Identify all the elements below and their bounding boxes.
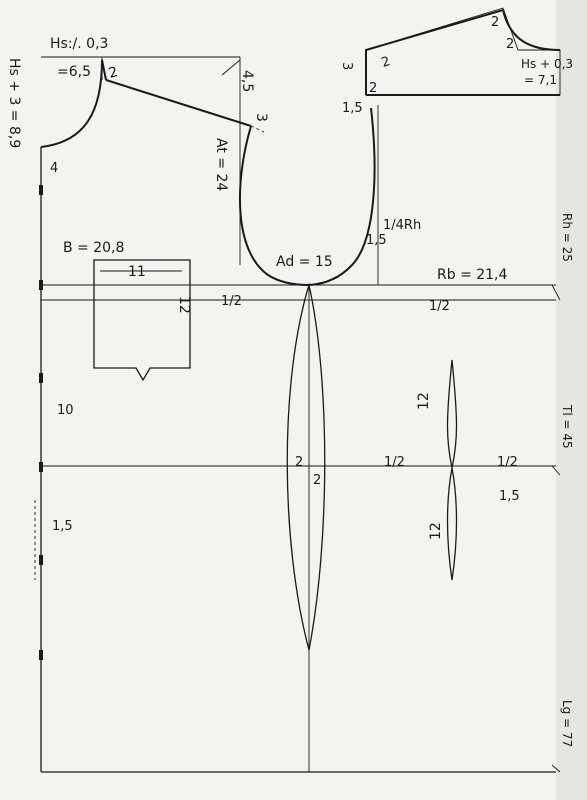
bust-label: B = 20,8	[63, 240, 125, 256]
back-shoulder	[366, 10, 503, 95]
cf-10-label: 10	[57, 403, 74, 418]
front-dart	[287, 285, 325, 650]
cf-marker-6	[39, 650, 43, 660]
cf-marker-1	[39, 185, 43, 195]
shoulder-drop-label: 4,5	[239, 70, 255, 93]
shoulder-3-label: 3	[253, 113, 269, 122]
lg-label: Lg = 77	[560, 700, 574, 748]
cf-marker-5	[39, 555, 43, 565]
neck-width-value-label: =6,5	[57, 64, 91, 80]
dart-2a-label: 2	[295, 455, 304, 470]
front-bodice	[35, 57, 556, 772]
dimension-labels	[6, 15, 574, 747]
cf-marker-4	[39, 462, 43, 472]
shoulder-ext	[222, 60, 240, 75]
shoulder-dash	[251, 126, 264, 132]
back-dart-lower	[448, 468, 457, 580]
cf-marker-2	[39, 280, 43, 290]
rh-label: Rh = 25	[560, 213, 574, 262]
pocket-width-label: 11	[128, 264, 146, 280]
shoulder-2-label: 2	[106, 64, 120, 82]
pocket-depth-label: 12	[176, 296, 192, 314]
neck-depth-label: Hs + 3 = 8,9	[6, 58, 22, 149]
tl-label: Tl = 45	[560, 405, 574, 449]
back-neck-formula-label: Hs + 0,3	[521, 57, 574, 71]
waist-half-right-label: 1/2	[497, 455, 518, 470]
back-dart-bottom-label: 12	[428, 522, 444, 540]
back-15-label: 1,5	[366, 233, 387, 248]
back-neck-2d-label: 2	[506, 37, 515, 52]
back-dart	[448, 360, 457, 468]
cf-15-label: 1,5	[52, 519, 73, 534]
back-neck-2b-label: 2	[369, 81, 378, 96]
back-neck-3-label: 3	[339, 62, 354, 71]
back-dart-top-label: 12	[416, 392, 432, 410]
cf-marker-3	[39, 373, 43, 383]
back-neck-2c-label: 2	[491, 15, 500, 30]
armhole-front-label: At = 24	[213, 138, 229, 192]
page-edge-strip	[556, 0, 587, 800]
armhole-depth-label: Ad = 15	[276, 254, 333, 270]
cf-4-label: 4	[50, 161, 59, 176]
back-neck-value-label: = 7,1	[524, 73, 557, 87]
waist-half-left-label: 1/2	[384, 455, 405, 470]
back-dart-15-label: 1,5	[499, 489, 520, 504]
dart-2b-label: 2	[313, 473, 322, 488]
back-neck-1-5-label: 1,5	[342, 101, 363, 116]
front-shoulder-slope	[106, 80, 251, 126]
neck-width-label: Hs:/. 0,3	[50, 36, 109, 52]
back-neck-2a-label: 2	[379, 54, 393, 71]
back-width-label: Rb = 21,4	[437, 267, 508, 283]
back-bodice	[309, 8, 560, 772]
half-right-label: 1/2	[429, 299, 450, 314]
quarter-rh-label: 1/4Rh	[383, 218, 422, 233]
half-left-label: 1/2	[221, 294, 242, 309]
